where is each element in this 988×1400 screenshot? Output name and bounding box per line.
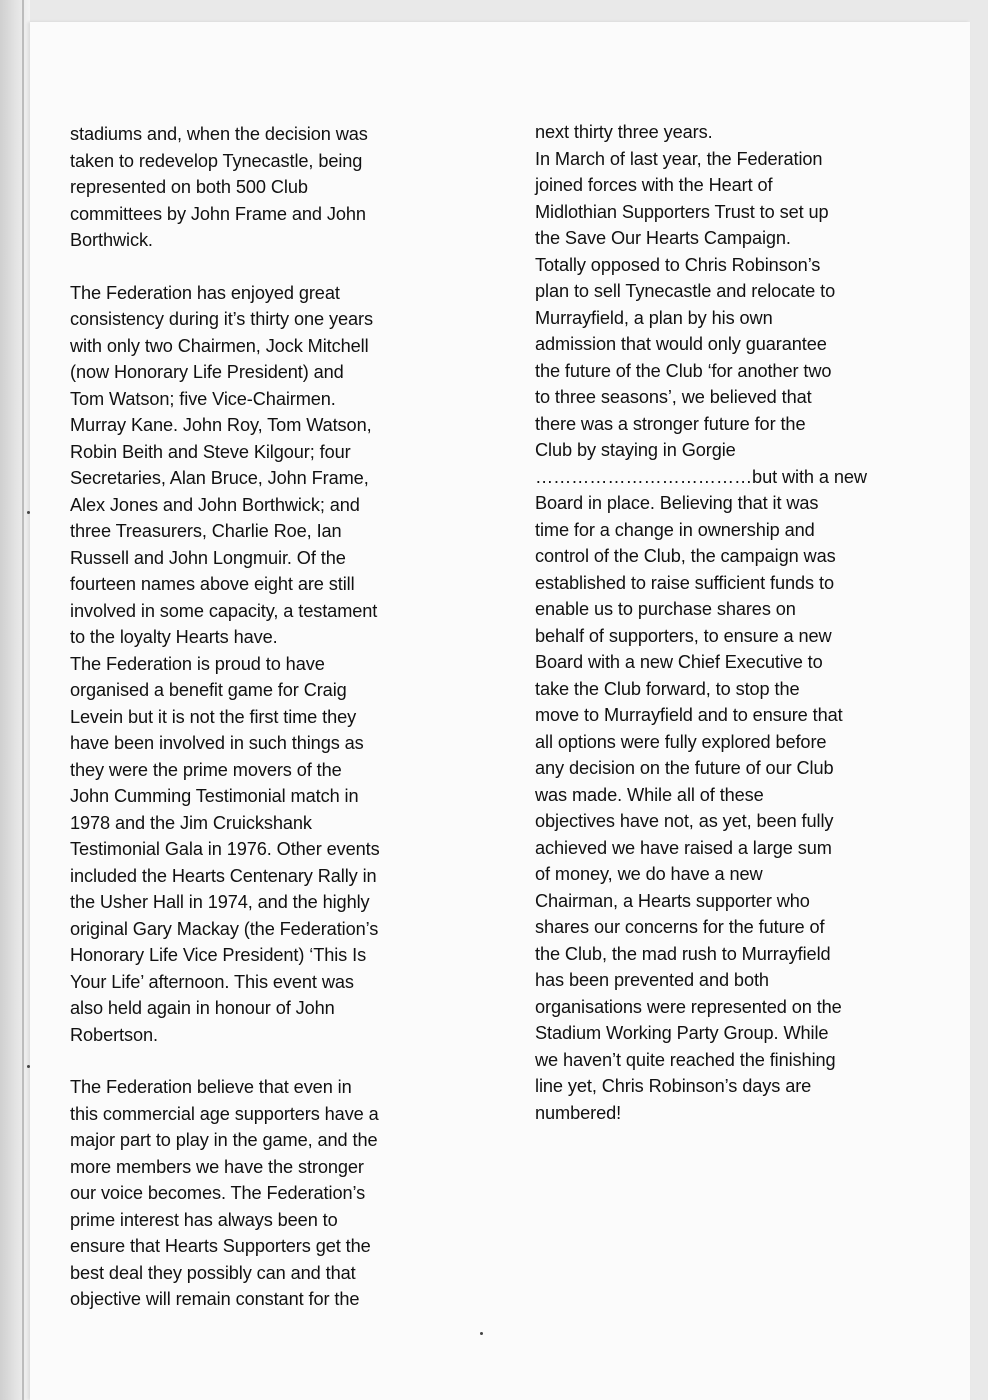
text-line: established to raise sufficient funds to bbox=[535, 572, 834, 593]
scan-speck bbox=[480, 1332, 483, 1335]
book-spine-shadow bbox=[0, 0, 30, 1400]
text-line: the Club, the mad rush to Murrayfield bbox=[535, 943, 831, 964]
paragraph-gap bbox=[70, 254, 490, 280]
text-line: Chairman, a Hearts supporter who bbox=[535, 890, 810, 911]
left-paragraph-3 bbox=[70, 651, 490, 1049]
text-line: joined forces with the Heart of bbox=[535, 175, 773, 195]
text-line: The Federation believe that even in bbox=[70, 1077, 352, 1097]
text-line: Totally opposed to Chris Robinson’s bbox=[535, 254, 821, 275]
text-line: also held again in honour of John bbox=[70, 998, 335, 1018]
text-line: line yet, Chris Robinson’s days are bbox=[535, 1076, 812, 1096]
text-line: Robin Beith and Steve Kilgour; four bbox=[70, 441, 351, 462]
text-line: included the Hearts Centenary Rally in bbox=[70, 865, 377, 886]
left-paragraph-4 bbox=[70, 1074, 490, 1313]
text-line: there was a stronger future for the bbox=[535, 413, 806, 434]
text-line: enable us to purchase shares on bbox=[535, 599, 796, 619]
paragraph-gap bbox=[70, 1048, 490, 1074]
text-line: Board with a new Chief Executive to bbox=[535, 652, 823, 672]
text-line: represented on both 500 Club bbox=[70, 177, 308, 197]
text-line: involved in some capacity, a testament bbox=[70, 600, 378, 621]
text-line: prime interest has always been to bbox=[70, 1209, 338, 1230]
text-line: In March of last year, the Federation bbox=[535, 148, 823, 169]
text-line: they were the prime movers of the bbox=[70, 759, 342, 780]
text-line: more members we have the stronger bbox=[70, 1156, 364, 1177]
scan-speck bbox=[27, 1065, 30, 1068]
text-line: original Gary Mackay (the Federation’s bbox=[70, 918, 379, 939]
text-line: objective will remain constant for the bbox=[70, 1289, 360, 1309]
text-line: shares our concerns for the future of bbox=[535, 917, 825, 937]
text-line: of money, we do have a new bbox=[535, 864, 763, 884]
text-line: the Usher Hall in 1974, and the highly bbox=[70, 892, 370, 912]
text-line: this commercial age supporters have a bbox=[70, 1103, 379, 1124]
text-line: consistency during it’s thirty one years bbox=[70, 309, 373, 329]
text-line: time for a change in ownership and bbox=[535, 519, 815, 540]
text-line: major part to play in the game, and the bbox=[70, 1130, 378, 1150]
text-line: next thirty three years. bbox=[535, 122, 713, 142]
scan-speck bbox=[27, 511, 30, 514]
text-line: numbered! bbox=[535, 1102, 622, 1123]
text-line: to three seasons’, we believed that bbox=[535, 387, 812, 407]
text-line: The Federation is proud to have bbox=[70, 653, 325, 674]
text-line: ensure that Hearts Supporters get the bbox=[70, 1236, 371, 1256]
text-line: Secretaries, Alan Bruce, John Frame, bbox=[70, 468, 369, 488]
left-paragraph-1 bbox=[70, 121, 490, 254]
text-line: Levein but it is not the first time they bbox=[70, 706, 357, 727]
text-line: achieved we have raised a large sum bbox=[535, 837, 832, 858]
text-line: ………………………………but with a new bbox=[535, 466, 867, 487]
text-line: was made. While all of these bbox=[535, 784, 764, 805]
text-line: (now Honorary Life President) and bbox=[70, 362, 344, 382]
text-line: Murrayfield, a plan by his own bbox=[535, 307, 773, 328]
text-line: Robertson. bbox=[70, 1024, 158, 1045]
text-line: Board in place. Believing that it was bbox=[535, 493, 819, 513]
text-line: control of the Club, the campaign was bbox=[535, 546, 836, 566]
left-text-column bbox=[70, 121, 490, 1313]
text-line: organised a benefit game for Craig bbox=[70, 680, 347, 700]
text-line: 1978 and the Jim Cruickshank bbox=[70, 812, 312, 833]
text-line: Your Life’ afternoon. This event was bbox=[70, 971, 354, 992]
text-line: stadiums and, when the decision was bbox=[70, 124, 368, 144]
text-line: The Federation has enjoyed great bbox=[70, 282, 340, 303]
text-line: Stadium Working Party Group. While bbox=[535, 1023, 829, 1043]
text-line: Alex Jones and John Borthwick; and bbox=[70, 494, 360, 515]
text-line: we haven’t quite reached the finishing bbox=[535, 1049, 836, 1070]
text-line: Midlothian Supporters Trust to set up bbox=[535, 201, 829, 222]
text-line: take the Club forward, to stop the bbox=[535, 678, 800, 699]
right-paragraph-1 bbox=[535, 119, 955, 1126]
text-line: objectives have not, as yet, been fully bbox=[535, 811, 834, 831]
text-line: the Save Our Hearts Campaign. bbox=[535, 228, 791, 248]
text-line: move to Murrayfield and to ensure that bbox=[535, 705, 843, 725]
text-line: taken to redevelop Tynecastle, being bbox=[70, 150, 363, 171]
text-line: Honorary Life Vice President) ‘This Is bbox=[70, 945, 367, 965]
text-line: to the loyalty Hearts have. bbox=[70, 627, 278, 647]
right-text-column bbox=[535, 119, 955, 1126]
text-line: Murray Kane. John Roy, Tom Watson, bbox=[70, 415, 372, 435]
text-line: have been involved in such things as bbox=[70, 733, 364, 753]
text-line: Club by staying in Gorgie bbox=[535, 440, 736, 460]
text-line: Russell and John Longmuir. Of the bbox=[70, 547, 346, 568]
left-paragraph-2 bbox=[70, 280, 490, 651]
text-line: our voice becomes. The Federation’s bbox=[70, 1183, 366, 1203]
text-line: Borthwick. bbox=[70, 230, 153, 250]
book-gutter-line bbox=[22, 0, 24, 1400]
text-line: Tom Watson; five Vice-Chairmen. bbox=[70, 388, 336, 409]
text-line: all options were fully explored before bbox=[535, 731, 827, 752]
text-line: behalf of supporters, to ensure a new bbox=[535, 625, 832, 646]
text-line: with only two Chairmen, Jock Mitchell bbox=[70, 335, 369, 356]
text-line: organisations were represented on the bbox=[535, 996, 842, 1017]
text-line: plan to sell Tynecastle and relocate to bbox=[535, 281, 836, 301]
text-line: three Treasurers, Charlie Roe, Ian bbox=[70, 521, 342, 541]
text-line: admission that would only guarantee bbox=[535, 334, 827, 354]
text-line: John Cumming Testimonial match in bbox=[70, 786, 359, 806]
text-line: any decision on the future of our Club bbox=[535, 758, 834, 778]
text-line: the future of the Club ‘for another two bbox=[535, 360, 832, 381]
text-line: fourteen names above eight are still bbox=[70, 574, 355, 594]
text-line: has been prevented and both bbox=[535, 970, 769, 990]
text-line: committees by John Frame and John bbox=[70, 203, 366, 224]
text-line: Testimonial Gala in 1976. Other events bbox=[70, 839, 380, 859]
text-line: best deal they possibly can and that bbox=[70, 1262, 356, 1283]
